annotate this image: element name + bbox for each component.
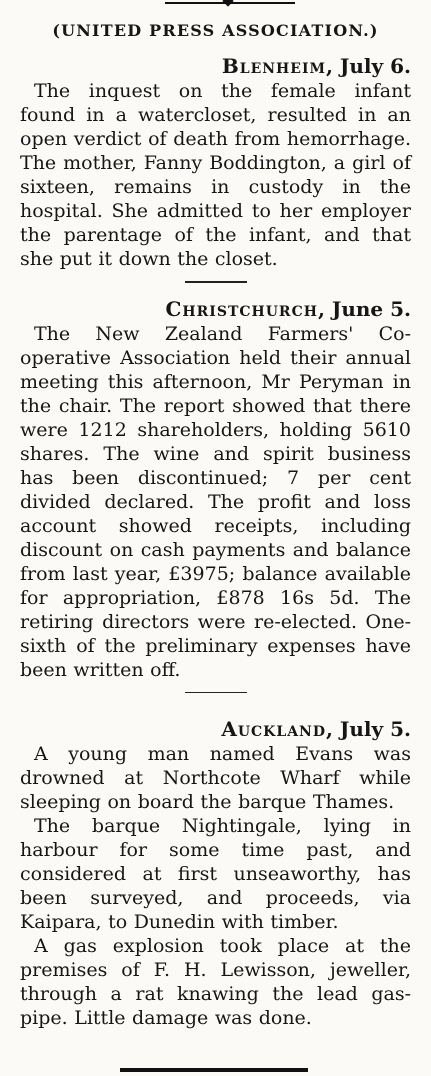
story-dateline bbox=[20, 297, 411, 321]
story-paragraph: The New Zealand Farmers' Co-operative Association held their annual meeting this afternoon, Mr Peryman in the chair. The report showed that there were 1212 shareholders, holding 5610 shares. The wine and spirit business has been discontinued; 7 per cent divided declared. The profit and loss account showed receipts, including discount on cash payments and balance from last year, £3975; balance available for appropriation, £878 16s 5d. The retiring directors were re-elected. One-sixth of the preliminary expenses have been written off. bbox=[20, 322, 411, 681]
dateline-place: Blenheim bbox=[221, 54, 326, 78]
dateline-place: Christchurch bbox=[165, 296, 318, 321]
dateline-date: , July 5. bbox=[326, 717, 411, 741]
story-dateline bbox=[20, 54, 411, 78]
story-paragraph: The barque Nightingale, lying in harbour for some time past, and considered at first unseaworthy, has been surveyed, and proceeds, via Kaipara, to Dunedin with timber. bbox=[20, 815, 411, 933]
bottom-rule bbox=[120, 1068, 308, 1072]
story-dateline bbox=[20, 717, 411, 741]
story-blenheim bbox=[20, 54, 411, 271]
dateline-date: , June 5. bbox=[317, 296, 411, 321]
story-christchurch bbox=[20, 297, 411, 682]
dateline-place: Auckland bbox=[221, 717, 326, 741]
agency-heading: (UNITED PRESS ASSOCIATION.) bbox=[52, 21, 379, 40]
dateline-date: , July 6. bbox=[326, 54, 411, 78]
top-ornament bbox=[20, 0, 411, 18]
story-paragraph: The inquest on the female infant found in a watercloset, resulted in an open verdict of death from hemorrhage. The mother, Fanny Boddington, a girl of sixteen, remains in custody in the hospital. She admitted to her employer the parentage of the infant, and that she put it down the closet. bbox=[20, 80, 411, 270]
story-paragraph: A gas explosion took place at the premises of F. H. Lewisson, jeweller, through a rat knawing the lead gas-pipe. Little damage was done. bbox=[20, 935, 411, 1029]
story-auckland bbox=[20, 717, 411, 1030]
section-divider bbox=[185, 692, 247, 694]
section-divider bbox=[185, 281, 247, 283]
story-paragraph: A young man named Evans was drowned at Northcote Wharf while sleeping on board the barque Thames. bbox=[20, 743, 411, 813]
